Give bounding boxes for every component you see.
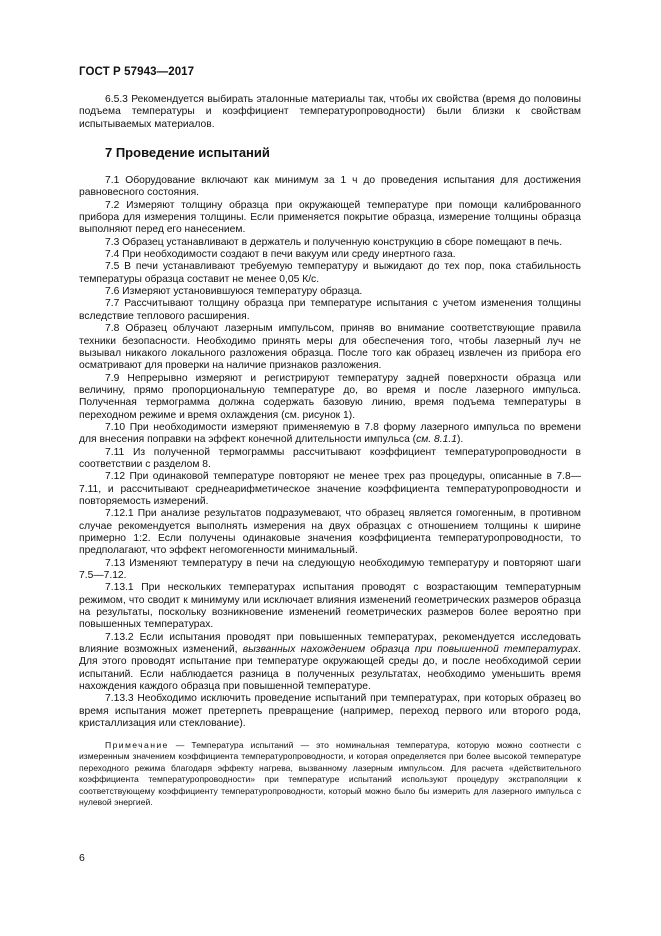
paragraph-text: 7.13.3 Необходимо исключить проведение испытаний при температурах, при которых образец во время испытания может претерпеть превращение (например, переход первого или второго рода, кристаллизация или стеклование). — [79, 693, 581, 730]
paragraph-text-tail: . Для этого проводят испытание при температуре окружающей среды до, и после необходимой серии испытаний. Если наблюдается разница в полученных результатах, необходимо уменьшить время нахождения каждого образца при повышенной температуре. — [79, 644, 581, 693]
paragraph-emphasis: вызванных нахождением образца при повышенной температурах — [242, 644, 579, 656]
section-heading: 7 Проведение испытаний — [105, 145, 270, 161]
paragraph-text: 7.4 При необходимости создают в печи вакуум или среду инертного газа. — [105, 249, 456, 261]
paragraph-text: 7.1 Оборудование включают как минимум за 1 ч до проведения испытания для достижения равновесного состояния. — [79, 175, 581, 199]
section-paragraph — [79, 286, 581, 298]
paragraph-text: 7.6 Измеряют установившуюся температуру образца. — [105, 286, 363, 298]
section-paragraph — [79, 237, 581, 249]
section-paragraph — [79, 558, 581, 583]
section-paragraph — [79, 422, 581, 447]
paragraph-text: 7.7 Рассчитывают толщину образца при температуре испытания с учетом изменения толщины вследствие теплового расширения. — [79, 298, 581, 322]
paragraph-text: 7.13.2 Если испытания проводят при повышенных температурах, рекомендуется исследовать влияние возможных изменений, — [79, 631, 581, 656]
note-label: Примечание — [105, 739, 169, 750]
paragraph-emphasis: см. 8.1.1 — [416, 434, 457, 446]
section-paragraph — [79, 632, 581, 694]
section-paragraph — [79, 298, 581, 323]
section-paragraph — [79, 373, 581, 422]
note-paragraph — [79, 740, 581, 809]
section-paragraph — [79, 508, 581, 557]
paragraph-text: 7.2 Измеряют толщину образца при окружающей температуре при помощи калиброванного прибора для измерения толщины. Если применяется покрытие образца, измерение толщины образца выполняют перед его нанесением. — [79, 199, 581, 236]
section-paragraph — [79, 261, 581, 286]
section-paragraph — [79, 323, 581, 372]
section-paragraph — [79, 582, 581, 631]
paragraph-text: 7.13.1 При нескольких температурах испытания проводят с возрастающим температурным режимом, что сводит к минимуму или исключает влияния изменений геометрических размеров образца на результаты, поскольку возникновение изменений геометрических размеров более вероятно при повышенных температурах. — [79, 582, 581, 631]
section-paragraphs — [79, 175, 581, 730]
note-text: — Температура испытаний — это номинальная температура, которую можно соотнести с измеренным значением коэффициента температуропроводности, и которая определяется при более высокой температуре переходного режима благодаря эффекту нагрева, вызванному лазерным импульсом. Для расчета «действительного коэффициента температуропроводности» при температуре испытаний используют процедуру экстраполяции к соответствующему коэффициенту температуропроводности, который можно было бы измерить для лазерного импульса с нулевой энергией. — [79, 739, 581, 807]
paragraph-text: 7.12.1 При анализе результатов подразумевают, что образец является гомогенным, в противном случае рекомендуется выполнять измерения на двух образцах с отношением толщины к ширине примерно 1:2. Если получены одинаковые значения коэффициента температуропроводности, то предполагают, что эффект негомогенности минимальный. — [79, 508, 581, 557]
paragraph-text: 7.12 При одинаковой температуре повторяют не менее трех раз процедуры, описанные в 7.8—7.11, и рассчитывают среднеарифметическое значение коэффициента температуропроводности и повторяемость измерений. — [79, 471, 581, 507]
page-number: 6 — [79, 852, 85, 864]
section-paragraph — [79, 249, 581, 261]
paragraph-text: 7.10 При необходимости измеряют применяемую в 7.8 форму лазерного импульса по времени для внесения поправки на эффект конечной длительности импульса ( — [79, 421, 581, 446]
paragraph-text: 7.3 Образец устанавливают в держатель и полученную конструкцию в сборе помещают в печь. — [105, 236, 563, 248]
section-paragraph — [79, 693, 581, 730]
intro-paragraph: 6.5.3 Рекомендуется выбирать эталонные материалы так, чтобы их свойства (время до половины подъема температуры и коэффициент температуропроводности) были близки к свойствам испытываемых материалов. — [79, 94, 581, 130]
paragraph-text-tail: ). — [456, 434, 464, 446]
section-paragraph — [79, 200, 581, 237]
paragraph-text: 7.5 В печи устанавливают требуемую температуру и выжидают до тех пор, пока стабильность температуры образца составит не менее 0,05 К/с. — [79, 261, 581, 285]
section-paragraph — [79, 471, 581, 508]
section-paragraph — [79, 447, 581, 472]
paragraph-text: 7.11 Из полученной термограммы рассчитывают коэффициент температуропроводности в соответствии с разделом 8. — [79, 446, 581, 470]
document-header: ГОСТ Р 57943—2017 — [79, 66, 195, 78]
paragraph-text: 7.13 Изменяют температуру в печи на следующую необходимую температуру и повторяют шаги 7.5—7.12. — [79, 557, 581, 582]
section-paragraph — [79, 175, 581, 200]
paragraph-text: 7.9 Непрерывно измеряют и регистрируют температуру задней поверхности образца или величину, прямо пропорциональную температуре до, во время и после лазерного импульса. Полученная термограмма должна содержать базовую линию, время подъема температуры в переходном режиме и время охлаждения (см. рисунок 1). — [79, 372, 581, 421]
paragraph-text: 7.8 Образец облучают лазерным импульсом, приняв во внимание соответствующие правила техники безопасности. Необходимо принять меры для обеспечения того, чтобы лазерный луч не вызывал никакого локального разложения образца. После того как образец извлечен из прибора его осматривают для проверки на наличие признаков разложения. — [79, 323, 581, 372]
document-body — [79, 94, 581, 809]
